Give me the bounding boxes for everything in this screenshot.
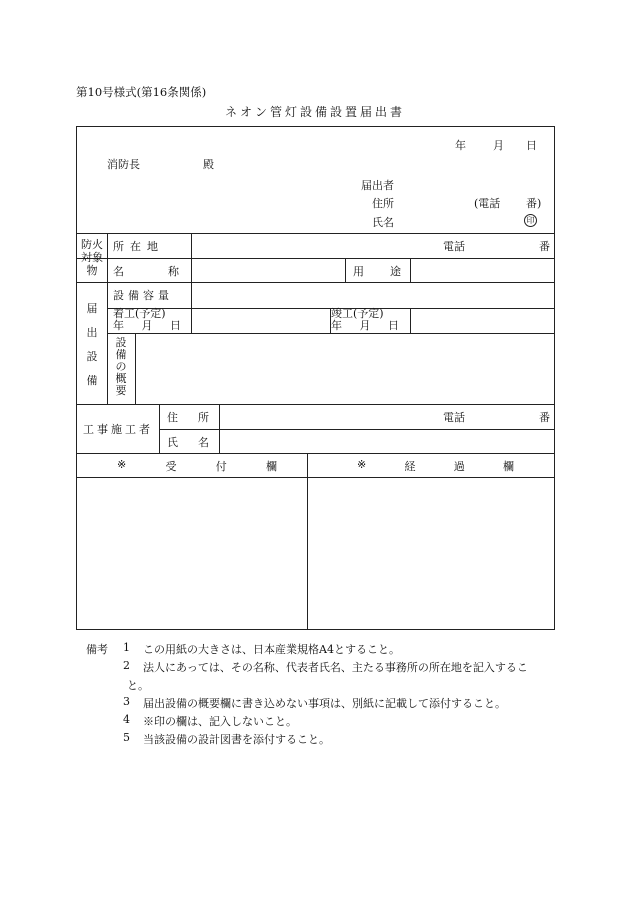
property-name-label: 名称 — [113, 265, 223, 278]
contractor-name-label: 氏名 — [167, 436, 229, 449]
finish-date: 年 月 日 — [331, 319, 399, 332]
date-month: 月 — [493, 139, 504, 152]
remark-item: この用紙の大きさは、日本産業規格A4とすること。 — [143, 643, 400, 656]
remarks-heading: 備考 — [86, 643, 108, 656]
seal-mark: 印 — [524, 214, 537, 227]
remark-item: 当該設備の設計図書を添付すること。 — [143, 733, 330, 746]
date-year: 年 — [455, 139, 466, 152]
remark-item: ※印の欄は、記入しないこと。 — [143, 715, 297, 728]
property-number-label: 番 — [539, 240, 550, 253]
document-title: ネオン管灯設備設置届出書 — [224, 105, 405, 119]
property-section-label: 防火 対象 物 — [81, 238, 103, 277]
location-label: 所在地 — [113, 240, 164, 253]
remark-item: 届出設備の概要欄に書き込めない事項は、別紙に記載して添付すること。 — [143, 697, 506, 710]
start-date: 年 月 日 — [113, 319, 181, 332]
fire-chief-label: 消防長 — [107, 158, 140, 171]
notifier-label: 届出者 — [361, 179, 394, 192]
honorific-label: 殿 — [203, 158, 214, 171]
notifier-address-label: 住所 — [372, 197, 394, 210]
date-day: 日 — [526, 139, 537, 152]
contractor-section-label: 工事施工者 — [83, 423, 153, 436]
overview-label: 設 備 の 概 要 — [115, 336, 127, 397]
capacity-label: 設備容量 — [113, 289, 173, 302]
notifier-phone-close: 番) — [526, 197, 542, 210]
start-label: 着工(予定) — [113, 307, 166, 320]
notifier-phone-open: (電話 — [474, 197, 501, 210]
notifier-name-label: 氏名 — [372, 216, 394, 229]
reception-column-header: ※ 受 付 欄 — [117, 458, 277, 473]
notification-form — [76, 126, 555, 630]
remarks: 備考 1 この用紙の大きさは、日本産業規格A4とすること。 2 法人にあっては、その名称、代表者氏名、主たる事務所の所在地を記入するこ と。 3 届出設備の概要欄に書き込めない事項は、別紙に記載して添付すること。 4 ※印の欄は、記入しないこと。 5 当該設備の設計図書を添付すること。 — [86, 641, 556, 749]
contractor-number-label: 番 — [539, 411, 550, 424]
finish-label: 竣工(予定) — [331, 307, 384, 320]
contractor-address-label: 住所 — [167, 411, 229, 424]
remark-item: 法人にあっては、その名称、代表者氏名、主たる事務所の所在地を記入するこ — [143, 661, 528, 674]
form-number: 第10号様式(第16条関係) — [76, 85, 207, 99]
property-phone-label: 電話 — [443, 240, 465, 253]
remark-item-continuation: と。 — [127, 679, 149, 692]
progress-column-header: ※ 経 過 欄 — [357, 458, 514, 473]
contractor-phone-label: 電話 — [443, 411, 465, 424]
equipment-section-label: 届 出 設 備 — [86, 302, 98, 387]
use-label: 用途 — [353, 265, 427, 278]
